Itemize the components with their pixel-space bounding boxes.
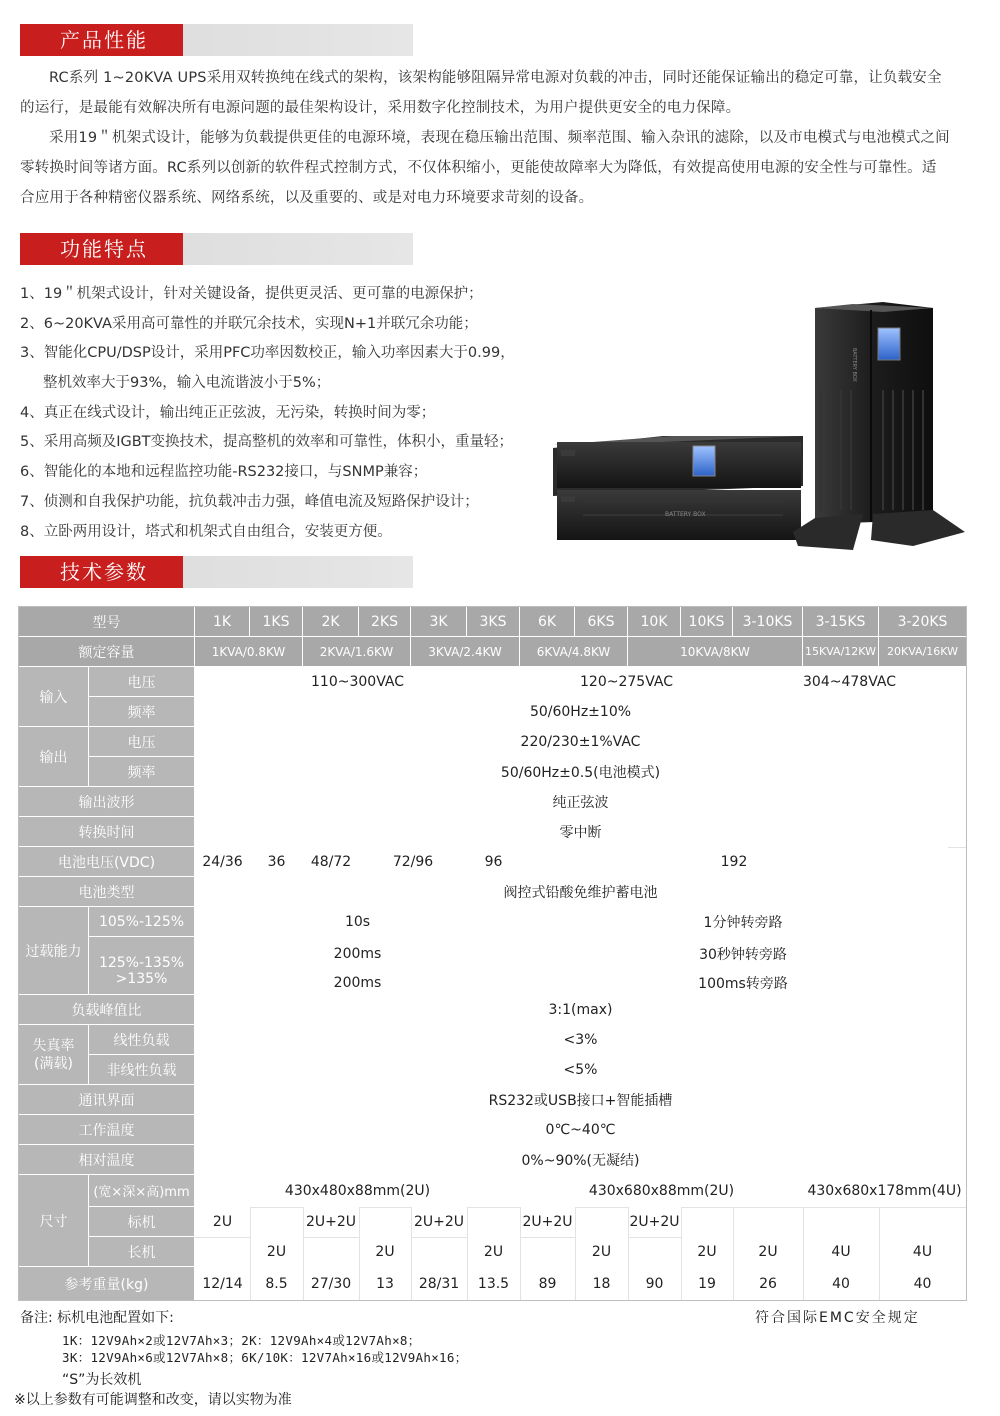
- performance-text: [20, 63, 950, 213]
- performance-paragraph-2: 采用19＂机架式设计，能够为负载提供更佳的电源环境，表现在稳压输出范围、频率范围、输入杂讯的滤除，以及市电模式与电池模式之间零转换时间等诸方面。RC系列以创新的软件程式控制方式，不仅体积缩小，更能使故障率大为降低，有效提高使用电源的安全性与可靠性。适合应用于各种精密仪器系统、网络系统，以及重要的、或是对电力环境要求苛刻的设备。: [20, 130, 950, 206]
- weight-label: 参考重量(kg): [19, 1267, 195, 1300]
- weight-value: 13: [359, 1267, 411, 1300]
- remark-title: 备注: 标机电池配置如下:: [20, 1310, 174, 1326]
- capacity-cell: 15KVA/12KW: [803, 637, 879, 667]
- weight-value: 28/31: [411, 1267, 467, 1300]
- transfer-label: 转换时间: [19, 817, 195, 847]
- disclaimer: ※以上参数有可能调整和改变，请以实物为准: [14, 1392, 292, 1408]
- transfer-value: 零中断: [195, 817, 966, 847]
- humidity-value: 0%~90%(无凝结): [195, 1145, 966, 1175]
- feature-list: [20, 280, 560, 547]
- feature-item: 整机效率大于93%，输入电流谐波小于5%；: [43, 375, 331, 392]
- battery-voltage-value: 192: [520, 847, 948, 877]
- output-voltage-label: 电压: [89, 727, 195, 757]
- thd-label: [19, 1025, 89, 1085]
- temp-value: 0℃~40℃: [195, 1115, 966, 1145]
- weight-value: 26: [733, 1267, 803, 1300]
- overload-value-a: 200ms: [195, 971, 520, 995]
- battery-voltage-value: 36: [250, 847, 303, 877]
- model-cell: 3KS: [467, 607, 520, 637]
- input-voltage-value: 110~300VAC: [195, 667, 520, 697]
- model-cell: 10K: [628, 607, 681, 637]
- model-cell: 10KS: [681, 607, 733, 637]
- output-label: 输出: [19, 727, 89, 787]
- battery-config-line: 3K：12V9Ah×6或12V7Ah×8；6K/10K：12V7Ah×16或12V9Ah×16；: [62, 1350, 468, 1365]
- long-value: 2U: [733, 1237, 803, 1267]
- section-header-specs: [20, 556, 413, 588]
- output-freq-value: 50/60Hz±0.5(电池模式): [195, 757, 966, 787]
- capacity-cell: 10KVA/8KW: [628, 637, 803, 667]
- long-value: 2U: [467, 1237, 520, 1267]
- capacity-label: 额定容量: [19, 637, 195, 667]
- dims-value: 430x480x88mm(2U): [195, 1175, 520, 1207]
- weight-value: 40: [803, 1267, 879, 1300]
- input-freq-value: 50/60Hz±10%: [195, 697, 966, 727]
- dims-value: 430x680x178mm(4U): [803, 1175, 966, 1207]
- performance-paragraph-1: RC系列 1~20KVA UPS采用双转换纯在线式的架构，该架构能够阻隔异常电源对负载的冲击，同时还能保证输出的稳定可靠，让负载安全的运行，是最能有效解决所有电源问题的最佳架构设计，采用数字化控制技术，为用户提供更安全的电力保障。: [20, 70, 942, 116]
- std-value: 2U+2U: [628, 1207, 681, 1237]
- overload-value-a: 10s: [195, 907, 520, 937]
- battery-box-label: BATTERY BOX: [665, 511, 706, 518]
- long-value: 4U: [879, 1237, 966, 1267]
- overload-value-b: 100ms转旁路: [520, 971, 966, 995]
- input-freq-label: 频率: [89, 697, 195, 727]
- capacity-cell: 1KVA/0.8KW: [195, 637, 303, 667]
- dims-value: 430x680x88mm(2U): [520, 1175, 803, 1207]
- feature-item: 1、19＂机架式设计，针对关键设备，提供更灵活、更可靠的电源保护；: [20, 286, 483, 302]
- long-value: 4U: [803, 1237, 879, 1267]
- section-header-features: [20, 233, 413, 265]
- feature-item: 2、6~20KVA采用高可靠性的并联冗余技术，实现N+1并联冗余功能；: [20, 315, 478, 332]
- capacity-cell: 20KVA/16KW: [879, 637, 966, 667]
- std-label: 标机: [89, 1207, 195, 1237]
- feature-item: 7、侦测和自我保护功能，抗负载冲击力强，峰值电流及短路保护设计；: [20, 493, 479, 510]
- section-title: 功能特点: [20, 233, 183, 265]
- output-voltage-value: 220/230±1%VAC: [195, 727, 966, 757]
- weight-value: 27/30: [303, 1267, 359, 1300]
- overload-range: >135%: [89, 971, 195, 995]
- section-title: 技术参数: [20, 556, 183, 588]
- feature-item: 3、智能化CPU/DSP设计，采用PFC功率因数校正，输入功率因素大于0.99，: [20, 345, 515, 362]
- capacity-cell: 3KVA/2.4KW: [411, 637, 520, 667]
- section-header-performance: [20, 24, 413, 56]
- weight-value: 18: [575, 1267, 628, 1300]
- battery-box-label: BATTERY BOX: [851, 348, 857, 382]
- model-cell: 3K: [411, 607, 467, 637]
- weight-value: 90: [628, 1267, 681, 1300]
- input-voltage-value: 304~478VAC: [733, 667, 966, 697]
- model-cell: 6KS: [575, 607, 628, 637]
- overload-label: 过载能力: [19, 907, 89, 995]
- thd-title: 失真率: [32, 1037, 75, 1054]
- std-value: 2U+2U: [520, 1207, 575, 1237]
- model-cell: 1KS: [250, 607, 303, 637]
- battery-voltage-value: 24/36: [195, 847, 250, 877]
- model-cell: 1K: [195, 607, 250, 637]
- model-cell: 3-20KS: [879, 607, 966, 637]
- model-cell: 6K: [520, 607, 575, 637]
- weight-value: 40: [879, 1267, 966, 1300]
- overload-value-b: 1分钟转旁路: [520, 907, 966, 937]
- humidity-label: 相对温度: [19, 1145, 195, 1175]
- std-value: 2U: [195, 1207, 250, 1237]
- weight-value: 8.5: [250, 1267, 303, 1300]
- long-value: 2U: [250, 1237, 303, 1267]
- overload-range: 125%-135%: [89, 937, 195, 971]
- size-label: 尺寸: [19, 1175, 89, 1267]
- waveform-label: 输出波形: [19, 787, 195, 817]
- overload-range: 105%-125%: [89, 907, 195, 937]
- temp-label: 工作温度: [19, 1115, 195, 1145]
- battery-voltage-value: 96: [467, 847, 520, 877]
- feature-item: 5、采用高频及IGBT变换技术，提高整机的效率和可靠性，体积小，重量轻；: [20, 434, 514, 451]
- spec-table: [18, 606, 967, 1301]
- linear-value: <3%: [195, 1025, 966, 1055]
- battery-type-value: 阀控式铅酸免维护蓄电池: [195, 877, 966, 907]
- weight-value: 12/14: [195, 1267, 250, 1300]
- overload-value-a: 200ms: [195, 937, 520, 971]
- crest-label: 负载峰值比: [19, 995, 195, 1025]
- model-cell: 2K: [303, 607, 359, 637]
- weight-value: 13.5: [467, 1267, 520, 1300]
- long-label: 长机: [89, 1237, 195, 1267]
- linear-label: 线性负载: [89, 1025, 195, 1055]
- feature-item: 4、真正在线式设计，输出纯正正弦波，无污染，转换时间为零；: [20, 404, 436, 421]
- long-model-note: “S”为长效机: [62, 1372, 142, 1388]
- output-freq-label: 频率: [89, 757, 195, 787]
- battery-voltage-label: 电池电压(VDC): [19, 847, 195, 877]
- ups-product-image: [553, 300, 973, 565]
- comm-value: RS232或USB接口+智能插槽: [195, 1085, 966, 1115]
- crest-value: 3:1(max): [195, 995, 966, 1025]
- input-voltage-value: 120~275VAC: [520, 667, 733, 697]
- std-value: 2U+2U: [411, 1207, 467, 1237]
- dims-label: (宽×深×高)mm: [89, 1175, 195, 1207]
- emc-note: 符合国际EMC安全规定: [755, 1310, 920, 1326]
- thd-subtitle: (满载): [34, 1055, 73, 1072]
- battery-type-label: 电池类型: [19, 877, 195, 907]
- std-value: 2U+2U: [303, 1207, 359, 1237]
- waveform-value: 纯正弦波: [195, 787, 966, 817]
- model-cell: 3-15KS: [803, 607, 879, 637]
- overload-value-b: 30秒钟转旁路: [520, 937, 966, 971]
- input-label: 输入: [19, 667, 89, 727]
- nonlinear-value: <5%: [195, 1055, 966, 1085]
- long-value: 2U: [575, 1237, 628, 1267]
- comm-label: 通讯界面: [19, 1085, 195, 1115]
- weight-value: 89: [520, 1267, 575, 1300]
- long-value: 2U: [359, 1237, 411, 1267]
- model-cell: 2KS: [359, 607, 411, 637]
- model-cell: 3-10KS: [733, 607, 803, 637]
- input-voltage-label: 电压: [89, 667, 195, 697]
- long-value: 2U: [681, 1237, 733, 1267]
- battery-voltage-value: 48/72: [303, 847, 359, 877]
- capacity-cell: 2KVA/1.6KW: [303, 637, 411, 667]
- nonlinear-label: 非线性负载: [89, 1055, 195, 1085]
- weight-value: 19: [681, 1267, 733, 1300]
- capacity-cell: 6KVA/4.8KW: [520, 637, 628, 667]
- battery-config-line: 1K：12V9Ah×2或12V7Ah×3；2K：12V9Ah×4或12V7Ah×8；: [62, 1333, 421, 1348]
- feature-item: 8、立卧两用设计，塔式和机架式自由组合，安装更方便。: [20, 523, 392, 540]
- feature-item: 6、智能化的本地和远程监控功能-RS232接口，与SNMP兼容；: [20, 464, 428, 481]
- section-title: 产品性能: [20, 24, 183, 56]
- model-label: 型号: [19, 607, 195, 637]
- battery-voltage-value: 72/96: [359, 847, 467, 877]
